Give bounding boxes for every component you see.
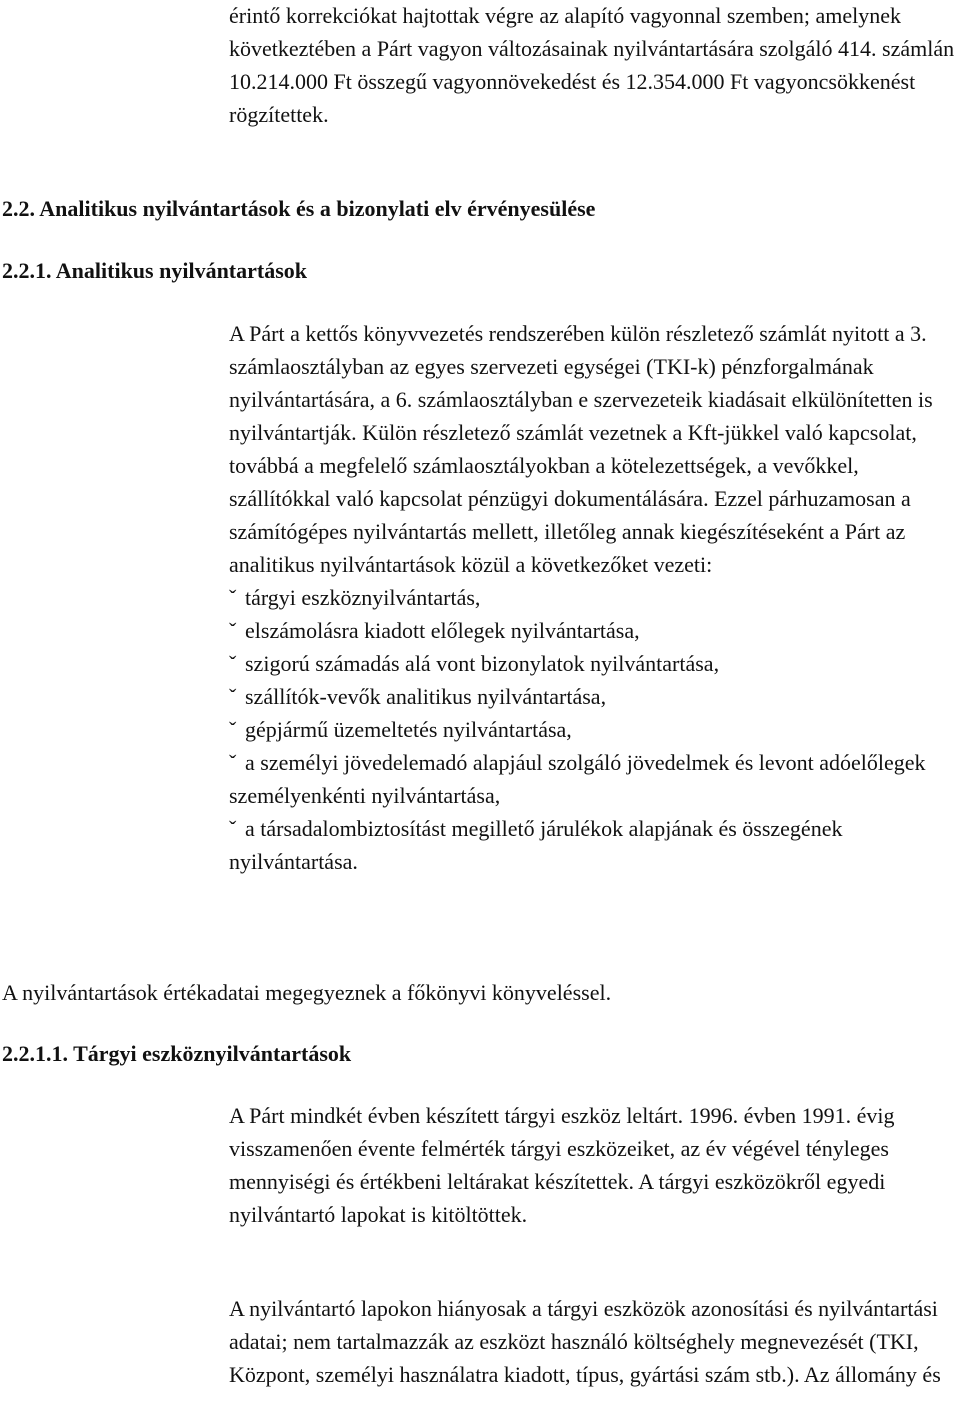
section-heading-2-2-1-1: 2.2.1.1. Tárgyi eszköznyilvántartások <box>2 1041 352 1066</box>
bullet-icon: ˇ <box>229 750 237 775</box>
bullet-icon: ˇ <box>229 585 237 610</box>
list-item: ˇ a személyi jövedelemadó alapjául szolgáló jövedelmek és levont adóelőlegek személyenkénti nyilvántartása, <box>229 746 957 812</box>
list-item: ˇ szállítók-vevők analitikus nyilvántartása, <box>229 680 957 713</box>
fixed-assets-paragraph-2: A nyilvántartó lapokon hiányosak a tárgyi eszközök azonosítási és nyilvántartási adatai; nem tartalmazzák az eszközt használó költséghely megnevezését (TKI, Központ, személyi használatra kiadott, típus, gyártási szám stb.). Az állomány és <box>229 1296 941 1387</box>
section-heading-2-2: 2.2. Analitikus nyilvántartások és a bizonylati elv érvényesülése <box>2 196 596 221</box>
bullet-icon: ˇ <box>229 684 237 709</box>
bullet-icon: ˇ <box>229 717 237 742</box>
bullet-icon: ˇ <box>229 618 237 643</box>
list-item: ˇ elszámolásra kiadott előlegek nyilvántartása, <box>229 614 957 647</box>
list-item: ˇ gépjármű üzemeltetés nyilvántartása, <box>229 713 957 746</box>
analytics-paragraph: A Párt a kettős könyvvezetés rendszerében külön részletező számlát nyitott a 3. számlaosztályban az egyes szervezeti egységei (TKI-k) pénzforgalmának nyilvántartására, a 6. számlaosztályban e szervezeteik kiadásait elkülönítetten is nyilvántartják. Külön részletező számlát vezetnek a Kft-jükkel való kapcsolat, továbbá a megfelelő számlaosztályokban a kötelezettségek, a vevőkkel, szállítókkal való kapcsolat pénzügyi dokumentálására. Ezzel párhuzamosan a számítógépes nyilvántartás mellett, illetőleg annak kiegészítéseként a Párt az analitikus nyilvántartások közül a következőket vezeti: <box>229 321 933 577</box>
bullet-icon: ˇ <box>229 816 237 841</box>
bullet-icon: ˇ <box>229 651 237 676</box>
section-body-2-2-1 <box>229 317 957 878</box>
section-heading-2-2-1: 2.2.1. Analitikus nyilvántartások <box>2 258 308 283</box>
analytics-list <box>229 581 957 878</box>
list-item: ˇ a társadalombiztosítást megillető járulékok alapjának és összegének nyilvántartása. <box>229 812 957 878</box>
closing-sentence: A nyilvántartások értékadatai megegyeznek a főkönyvi könyveléssel. <box>2 980 612 1005</box>
intro-paragraph: érintő korrekciókat hajtottak végre az alapító vagyonnal szemben; amelynek következtében a Párt vagyon változásainak nyilvántartására szolgáló 414. számlán 10.214.000 Ft összegű vagyonnövekedést és 12.354.000 Ft vagyoncsökkenést rögzítettek. <box>229 3 955 127</box>
list-item: ˇ szigorú számadás alá vont bizonylatok nyilvántartása, <box>229 647 957 680</box>
list-item: ˇ tárgyi eszköznyilvántartás, <box>229 581 957 614</box>
fixed-assets-paragraph-1: A Párt mindkét évben készített tárgyi eszköz leltárt. 1996. évben 1991. évig visszamenően évente felmérték tárgyi eszközeiket, az év végével tényleges mennyiségi és értékbeni leltárakat készítettek. A tárgyi eszközökről egyedi nyilvántartó lapokat is kitöltöttek. <box>229 1103 895 1227</box>
